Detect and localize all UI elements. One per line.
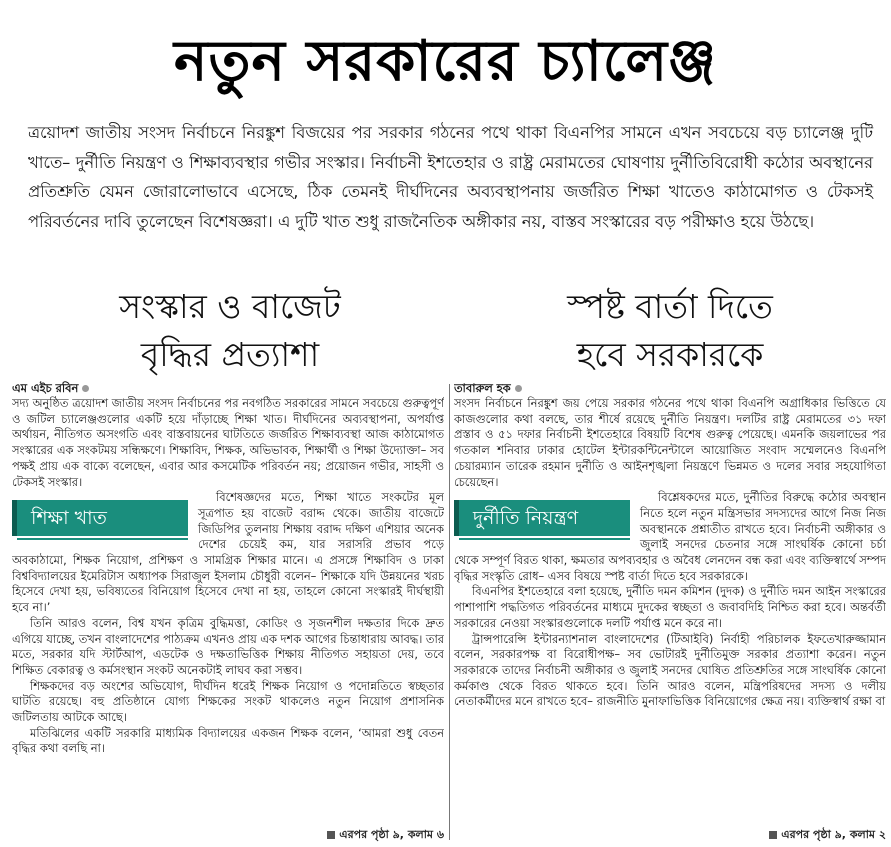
left-article-body — [12, 381, 444, 843]
right-continued-note[interactable] — [761, 827, 886, 843]
left-paragraph-3: তিনি আরও বলেন, বিশ্ব যখন কৃত্রিম বুদ্ধিমত্তা, কোডিং ও সৃজনশীল দক্ষতার দিকে দ্রুত এগিয়ে যাচ্ছে, তখন বাংলাদেশের পাঠ্যক্রম এখনও প্রায় এক দশক আগের চিন্তাধারায় আবদ্ধ। তার মতে, সরকার যদি স্টার্টআপ, এডটেক ও দক্ষতাভিত্তিক শিক্ষায় নীতিগত সহায়তা দেয়, তবে শিক্ষিত বেকারত্ব ও কর্মসংস্থান সংকট অনেকটাই লাঘব করা সম্ভব। — [12, 615, 444, 677]
right-paragraph-1: সংসদ নির্বাচনে নিরঙ্কুশ জয় পেয়ে সরকার গঠনের পথে থাকা বিএনপি অগ্রাধিকার ভিত্তিতে যে কাজগুলোর কথা বলছে, তার শীর্ষে রয়েছে দুর্নীতি নিয়ন্ত্রণ। দলটির রাষ্ট্র মেরামতের ৩১ দফা প্রস্তাব ও ৫১ দফার নির্বাচনী ইশতেহারে বিষয়টি বিশেষ গুরুত্ব পেয়েছে। এমনকি জয়লাভের পর গতকাল শনিবার ঢাকার হোটেল ইন্টারকন্টিনেন্টালে আয়োজিত সংবাদ সম্মেলনেও বিএনপি চেয়ারম্যান তারেক রহমান দুর্নীতি ও আইনশৃঙ্খলা নিয়ন্ত্রণে ভিন্নমত ও দলের সবার সহযোগিতা চেয়েছেন। — [454, 396, 886, 489]
left-article-byline — [12, 381, 444, 396]
left-section-tag: শিক্ষা খাত — [12, 500, 188, 536]
right-continued-label: এরপর পৃষ্ঠা ৯, কলাম ২ — [781, 828, 886, 841]
right-paragraph-2: বিশ্লেষকদের মতে, দুর্নীতির বিরুদ্ধে কঠোর অবস্থান নিতে হলে নতুন মন্ত্রিসভার সদস্যদের আগে নিজ নিজ অবস্থানকে প্রশ্নাতীত রাখতে হবে। নির্বাচনী অঙ্গীকার ও জুলাই সনদের চেতনার সঙ্গে সাংঘর্ষিক কোনো চর্চা থেকে সম্পূর্ণ বিরত থাকা, ক্ষমতার অপব্যবহার ও অবৈধ লেনদেন বন্ধ করা এবং ব্যক্তিস্বার্থে সম্পদ বৃদ্ধির সংস্কৃতি রোধ– এসব বিষয়ে স্পষ্ট বার্তা দিতে হবে সরকারকে। — [454, 490, 886, 583]
right-paragraph-4: ট্রান্সপারেন্সি ইন্টারন্যাশনাল বাংলাদেশের (টিআইবি) নির্বাহী পরিচালক ইফতেখারুজ্জামান বলেন, সরকারপক্ষ বা বিরোধীপক্ষ– সব ভোটারই দুর্নীতিমুক্ত সরকার প্রত্যাশা করেন। নতুন সরকারকে তাদের নির্বাচনী অঙ্গীকার ও জুলাই সনদের ঘোষিত প্রতিশ্রুতির সঙ্গে সাংঘর্ষিক কোনো কর্মকাণ্ড থেকে বিরত থাকতে হবে। তিনি আরও বলেন, মন্ত্রিপরিষদের সদস্য ও দলীয় নেতাকর্মীদের মনে রাখতে হবে– রাজনীতি মুনাফাভিত্তিক বিনিয়োগের ক্ষেত্র নয়। ব্যক্তিস্বার্থ রক্ষা বা — [454, 631, 886, 709]
right-paragraph-3: বিএনপির ইশতেহারে বলা হয়েছে, দুর্নীতি দমন কমিশন (দুদক) ও দুর্নীতি দমন আইন সংস্কারের পাশাপাশি পদ্ধতিগত পরিবর্তনের মাধ্যমে দুদকের স্বচ্ছতা ও জবাবদিহি নিশ্চিত করা হবে। অন্তর্বর্তী সরকারের নেওয়া সংস্কারগুলোকে দলটি পর্যাপ্ত মনে করে না। — [454, 584, 886, 630]
left-article-title — [30, 283, 430, 379]
right-article-body — [454, 381, 886, 843]
left-paragraph-2: বিশেষজ্ঞদের মতে, শিক্ষা খাতে সংকটের মূল সূত্রপাত হয় বাজেট বরাদ্দ থেকে। জাতীয় বাজেটে জিডিপির তুলনায় শিক্ষায় বরাদ্দ দক্ষিণ এশিয়ার অনেক দেশের চেয়েই কম, যার সরাসরি প্রভাব পড়ে অবকাঠামো, শিক্ষক নিয়োগ, প্রশিক্ষণ ও সামগ্রিক শিক্ষার মানে। এ প্রসঙ্গে শিক্ষাবিদ ও ঢাকা বিশ্ববিদ্যালয়ের ইমেরিটাস অধ্যাপক সিরাজুল ইসলাম চৌধুরী বলেন– শিক্ষাকে যদি উন্নয়নের খরচ হিসেবে দেখা হয়, ভবিষ্যতের বিনিয়োগ হিসেবে দেখা না হয়, তাহলে কোনো সংস্কারই দীর্ঘস্থায়ী হবে না।’ — [12, 490, 444, 615]
square-bullet-icon — [327, 831, 335, 839]
right-section-tag: দুর্নীতি নিয়ন্ত্রণ — [454, 500, 630, 536]
right-article-title-line2: হবে সরকারকে — [576, 335, 764, 374]
left-continued-label: এরপর পৃষ্ঠা ৯, কলাম ৬ — [339, 828, 444, 841]
left-continued-note[interactable] — [319, 827, 444, 843]
bullet-icon — [82, 385, 89, 392]
left-paragraph-4: শিক্ষকদের বড় অংশের অভিযোগ, দীর্ঘদিন ধরেই শিক্ষক নিয়োগ ও পদোন্নতিতে স্বচ্ছতার ঘাটতি রয়েছে। বহু প্রতিষ্ঠানে যোগ্য শিক্ষকের সংকট থাকলেও নতুন নিয়োগ প্রশাসনিক জটিলতায় আটকে আছে। — [12, 678, 444, 725]
column-divider — [449, 384, 450, 840]
left-article-title-line1: সংস্কার ও বাজেট — [119, 287, 341, 326]
left-article-title-line2: বৃদ্ধির প্রত্যাশা — [140, 335, 320, 374]
bullet-icon — [515, 385, 522, 392]
square-bullet-icon — [769, 831, 777, 839]
lead-paragraph: ত্রয়োদশ জাতীয় সংসদ নির্বাচনে নিরঙ্কুশ বিজয়ের পর সরকার গঠনের পথে থাকা বিএনপির সামনে এখন সবচেয়ে বড় চ্যালেঞ্জ দুটি খাতে– দুর্নীতি নিয়ন্ত্রণ ও শিক্ষাব্যবস্থার গভীর সংস্কার। নির্বাচনী ইশতেহার ও রাষ্ট্র মেরামতের ঘোষণায় দুর্নীতিবিরোধী কঠোর অবস্থানের প্রতিশ্রুতি যেমন জোরালোভাবে এসেছে, ঠিক তেমনই দীর্ঘদিনের অব্যবস্থাপনায় জর্জরিত শিক্ষা খাতেও কাঠামোগত ও টেকসই পরিবর্তনের দাবি তুলেছেন বিশেষজ্ঞরা। এ দুটি খাত শুধু রাজনৈতিক অঙ্গীকার নয়, বাস্তব সংস্কারের বড় পরীক্ষাও হয়ে উঠছে। — [28, 123, 873, 231]
left-byline-name: এম এইচ রবিন — [12, 381, 79, 395]
left-paragraph-5: মতিঝিলের একটি সরকারি মাধ্যমিক বিদ্যালয়ের একজন শিক্ষক বলেন, ‘আমরা শুধু বেতন বৃদ্ধির কথা বলছি না। — [12, 725, 444, 756]
right-article-title-line1: স্পষ্ট বার্তা দিতে — [567, 287, 773, 326]
headline: নতুন সরকারের চ্যালেঞ্জ — [174, 29, 717, 94]
right-article-title — [470, 283, 870, 379]
left-paragraph-1: সদ্য অনুষ্ঠিত ত্রয়োদশ জাতীয় সংসদ নির্বাচনের পর নবগঠিত সরকারের সামনে সবচেয়ে গুরুত্বপূর্ণ ও জটিল চ্যালেঞ্জগুলোর একটি হয়ে দাঁড়াচ্ছে শিক্ষা খাত। দীর্ঘদিনের অব্যবস্থাপনা, অপর্যাপ্ত অর্থায়ন, নীতিগত অসংগতি এবং বাস্তবায়নের ঘাটতিতে জর্জরিত শিক্ষাব্যবস্থা আজ কাঠামোগত সংস্কারের এক সংকটময় সন্ধিক্ষণে। শিক্ষাবিদ, শিক্ষক, অভিভাবক, শিক্ষার্থী ও শিক্ষা উদ্যোক্তা– সব পক্ষই প্রায় এক বাক্যে বলেছেন, এবার আর কসমেটিক পরিবর্তন নয়; প্রয়োজন গভীর, সাহসী ও টেকসই সংস্কার। — [12, 396, 444, 489]
right-byline-name: তাবারুল হক — [454, 381, 511, 395]
right-article-byline — [454, 381, 886, 396]
